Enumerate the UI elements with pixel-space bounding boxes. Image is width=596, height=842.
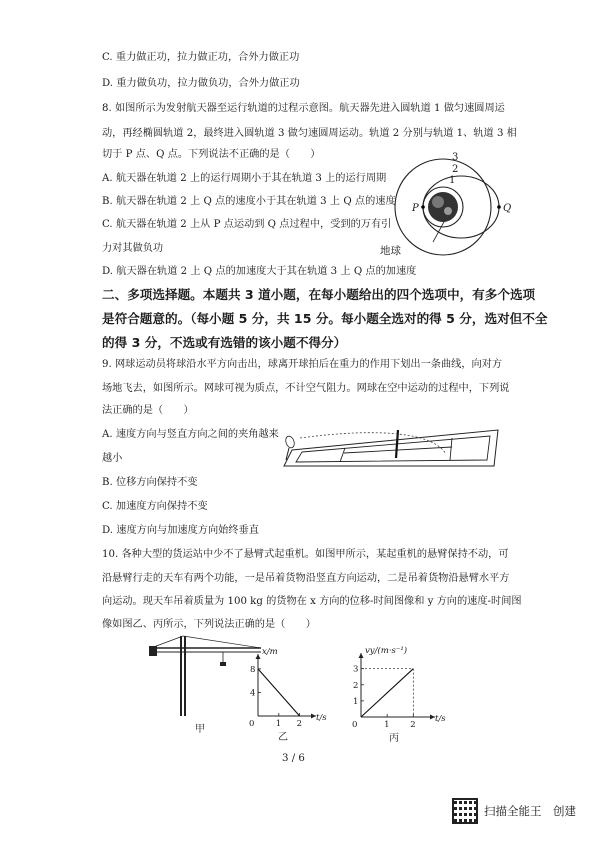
page-number: 3 / 6 <box>282 753 305 764</box>
q8-option-a: A. 航天器在轨道 2 上的运行周期小于其在轨道 3 上的运行周期 <box>102 173 387 184</box>
y-tick-label: 3 <box>353 664 359 675</box>
orbit-label-p: P <box>412 203 419 214</box>
x-axis-label: t/s <box>435 714 446 724</box>
q10-stem-line3: 向运动。现天车吊着质量为 100 kg 的货物在 x 方向的位移-时间图像和 y 方向的速度-时间图 <box>102 596 522 607</box>
q9-option-b: B. 位移方向保持不变 <box>102 477 198 488</box>
data-line <box>258 669 300 716</box>
q9-stem-line1: 9. 网球运动员将球沿水平方向击出，球离开球拍后在重力的作用下划出一条曲线，向对方 <box>102 359 503 370</box>
q8-stem-line3: 切于 P 点、Q 点。下列说法不正确的是（ ） <box>102 149 321 160</box>
crane-caption: 甲 <box>195 724 205 735</box>
x-tick-label: 2 <box>296 719 303 729</box>
q8-stem-line1: 8. 如图所示为发射航天器至运行轨道的过程示意图。航天器先进入圆轨道 1 做匀速圆周运 <box>102 103 505 114</box>
earth-label: 地球 <box>380 245 401 257</box>
q10-stem-line1: 10. 各种大型的货运站中少不了悬臂式起重机。如图甲所示，某起重机的悬臂保持不动，可 <box>102 549 509 560</box>
q9-stem-line2: 场地飞去，如图所示。网球可视为质点，不计空气阻力。网球在空中运动的过程中，下列说 <box>102 383 510 394</box>
q9-option-a-cont: 越小 <box>102 453 123 464</box>
scanner-footer <box>452 798 576 824</box>
x-tick-label: 1 <box>275 719 282 729</box>
q8-option-d: D. 航天器在轨道 2 上 Q 点的加速度大于其在轨道 3 上 Q 点的加速度 <box>102 266 417 277</box>
x-tick-label: 0 <box>249 719 255 729</box>
orbit-label-3: 3 <box>452 152 459 163</box>
x-tick-label: 0 <box>352 720 358 730</box>
y-tick-label: 2 <box>353 680 359 691</box>
q10-stem-line2: 沿悬臂行走的天车有两个功能，一是吊着货物沿竖直方向运动，二是吊着货物沿悬臂水平方 <box>102 573 510 584</box>
q9-stem-line3: 法正确的是（ ） <box>102 405 194 416</box>
y-tick-label: 4 <box>250 688 256 699</box>
x-tick-label: 2 <box>410 720 416 730</box>
orbit-label-2: 2 <box>452 164 459 175</box>
data-line <box>361 669 413 717</box>
section2-heading-line2: 是符合题意的。（每小题 5 分，共 15 分。每小题全选对的得 5 分，选对但不全 <box>102 311 548 326</box>
section2-heading-line3: 的得 3 分，不选或有选错的该小题不得分） <box>102 335 347 350</box>
section2-heading-line1: 二、多项选择题。本题共 3 道小题，在每小题给出的四个选项中，有多个选项 <box>102 287 536 302</box>
q8-option-b: B. 航天器在轨道 2 上 Q 点的速度小于其在轨道 3 上 Q 点的速度 <box>102 196 396 207</box>
q7-option-c: C. 重力做正功，拉力做正功，合外力做正功 <box>102 52 300 63</box>
y-axis-arrow <box>359 653 364 658</box>
q10-stem-line4: 像如图乙、丙所示，下列说法正确的是（ ） <box>102 619 316 630</box>
x-axis-label: t/s <box>316 713 327 723</box>
orbit-label-q: Q <box>503 203 512 214</box>
orbit-diagram <box>380 150 520 260</box>
chart-caption: 乙 <box>278 732 288 743</box>
q9-option-d: D. 速度方向与加速度方向始终垂直 <box>102 525 259 536</box>
y-axis-arrow <box>256 654 261 659</box>
q9-option-c: C. 加速度方向保持不变 <box>102 501 208 512</box>
orbit-label-1: 1 <box>449 175 456 186</box>
chart-caption: 丙 <box>389 733 399 744</box>
y-tick-label: 1 <box>353 696 359 707</box>
y-tick-label: 8 <box>250 664 256 675</box>
q8-option-c: C. 航天器在轨道 2 上从 P 点运动到 Q 点过程中，受到的万有引 <box>102 219 392 230</box>
x-tick-label: 1 <box>384 720 390 730</box>
q8-stem-line2: 动，再经椭圆轨道 2，最终进入圆轨道 3 做匀速圆周运动。轨道 2 分别与轨道 1、轨道 3 相 <box>102 128 517 139</box>
vt-graph <box>345 645 455 745</box>
footer-text: 扫描全能王 创建 <box>484 804 576 818</box>
xt-graph <box>240 648 340 746</box>
q8-option-c-cont: 力对其做负功 <box>102 243 164 254</box>
qr-code-icon <box>452 798 478 824</box>
y-axis-label: vy/(m·s⁻¹) <box>365 646 408 656</box>
y-axis-label: x/m <box>262 647 278 657</box>
q7-option-d: D. 重力做负功，拉力做负功，合外力做正功 <box>102 78 300 89</box>
tennis-diagram <box>280 420 508 478</box>
q9-option-a: A. 速度方向与竖直方向之间的夹角越来 <box>102 429 279 440</box>
